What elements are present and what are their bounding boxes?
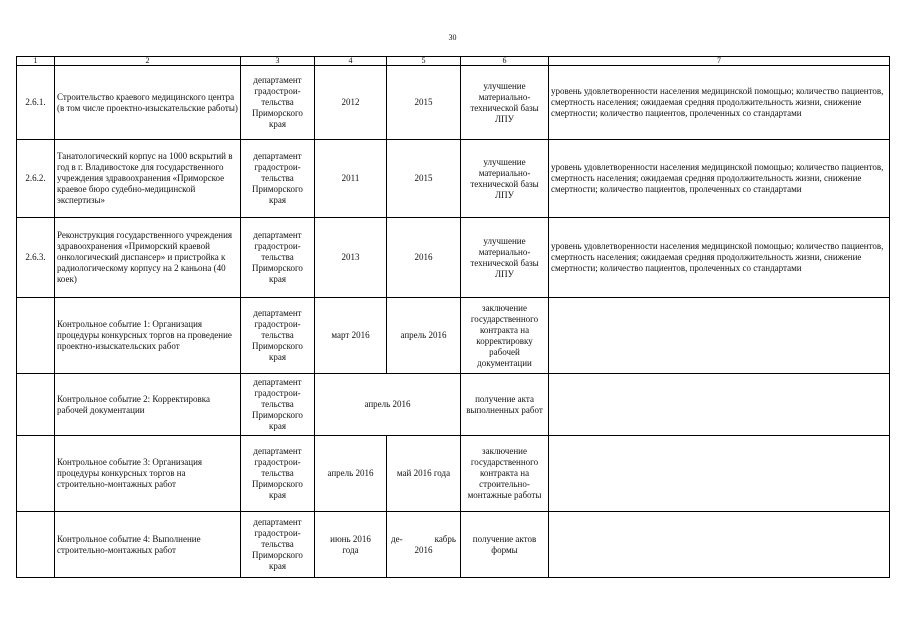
event-date: апрель 2016 bbox=[315, 374, 461, 436]
start-date: март 2016 bbox=[315, 298, 387, 374]
result-cell: заключение государственного контракта на строительно- монтажные работы bbox=[461, 436, 549, 512]
measure-name: Строительство краевого медицинского центра (в том числе проектно-изыскательские работы) bbox=[55, 66, 241, 140]
header-cell: 2 bbox=[55, 57, 241, 66]
event-name: Контрольное событие 2: Корректировка рабочей документации bbox=[55, 374, 241, 436]
plan-table bbox=[16, 56, 890, 578]
empty-cell bbox=[17, 298, 55, 374]
start-year: 2011 bbox=[315, 140, 387, 218]
header-cell: 6 bbox=[461, 57, 549, 66]
result-cell: получение акта выполненных работ bbox=[461, 374, 549, 436]
control-event-row bbox=[17, 436, 890, 512]
end-year: 2016 bbox=[387, 218, 461, 298]
start-year: 2012 bbox=[315, 66, 387, 140]
event-name: Контрольное событие 1: Организация процедуры конкурсных торгов на проведение проектно-изыскательских работ bbox=[55, 298, 241, 374]
result-cell: улучшение материально- технической базы ЛПУ bbox=[461, 140, 549, 218]
end-date: апрель 2016 bbox=[387, 298, 461, 374]
empty-cell bbox=[549, 436, 890, 512]
executor-cell: департамент градострои- тельства Приморского края bbox=[241, 66, 315, 140]
empty-cell bbox=[17, 374, 55, 436]
result-cell: получение актов формы bbox=[461, 512, 549, 578]
result-cell: улучшение материально- технической базы ЛПУ bbox=[461, 218, 549, 298]
empty-cell bbox=[17, 512, 55, 578]
row-number: 2.6.2. bbox=[17, 140, 55, 218]
executor-cell: департамент градострои- тельства Приморского края bbox=[241, 298, 315, 374]
header-cell: 7 bbox=[549, 57, 890, 66]
empty-cell bbox=[17, 436, 55, 512]
empty-cell bbox=[549, 512, 890, 578]
header-cell: 5 bbox=[387, 57, 461, 66]
header-cell: 1 bbox=[17, 57, 55, 66]
header-cell: 4 bbox=[315, 57, 387, 66]
page-number: 30 bbox=[448, 33, 457, 42]
executor-cell: департамент градострои- тельства Приморского края bbox=[241, 512, 315, 578]
event-name: Контрольное событие 3: Организация процедуры конкурсных торгов на строительно-монтажных работ bbox=[55, 436, 241, 512]
executor-cell: департамент градострои- тельства Приморского края bbox=[241, 374, 315, 436]
indicators-cell: уровень удовлетворенности населения медицинской помощью; количество пациентов, смертность населения; ожидаемая средняя продолжительность жизни, снижение смертности; количество пациентов, пролеченных со стандартами bbox=[549, 140, 890, 218]
start-date: июнь 2016 года bbox=[315, 512, 387, 578]
executor-cell: департамент градострои- тельства Приморского края bbox=[241, 436, 315, 512]
executor-cell: департамент градострои- тельства Приморского края bbox=[241, 140, 315, 218]
control-event-row bbox=[17, 298, 890, 374]
result-cell: улучшение материально- технической базы ЛПУ bbox=[461, 66, 549, 140]
table-row bbox=[17, 218, 890, 298]
control-event-row bbox=[17, 512, 890, 578]
indicators-cell: уровень удовлетворенности населения медицинской помощью; количество пациентов, смертность населения; ожидаемая средняя продолжительность жизни, снижение смертности; количество пациентов, пролеченных со стандартами bbox=[549, 218, 890, 298]
indicators-cell: уровень удовлетворенности населения медицинской помощью; количество пациентов, смертность населения; ожидаемая средняя продолжительность жизни, снижение смертности; количество пациентов, пролеченных со стандартами bbox=[549, 66, 890, 140]
row-number: 2.6.3. bbox=[17, 218, 55, 298]
executor-cell: департамент градострои- тельства Приморского края bbox=[241, 218, 315, 298]
end-date: де- кабрь 2016 bbox=[387, 512, 461, 578]
measure-name: Реконструкция государственного учреждения здравоохранения «Приморский краевой онкологический диспансер» и пристройка к радиологическому корпусу на 2 каньона (40 коек) bbox=[55, 218, 241, 298]
header-cell: 3 bbox=[241, 57, 315, 66]
table-row bbox=[17, 66, 890, 140]
start-year: 2013 bbox=[315, 218, 387, 298]
event-name: Контрольное событие 4: Выполнение строительно-монтажных работ bbox=[55, 512, 241, 578]
empty-cell bbox=[549, 374, 890, 436]
control-event-row bbox=[17, 374, 890, 436]
end-date: май 2016 года bbox=[387, 436, 461, 512]
table-row bbox=[17, 140, 890, 218]
empty-cell bbox=[549, 298, 890, 374]
end-year: 2015 bbox=[387, 140, 461, 218]
start-date: апрель 2016 bbox=[315, 436, 387, 512]
result-cell: заключение государственного контракта на корректировку рабочей документации bbox=[461, 298, 549, 374]
end-year: 2015 bbox=[387, 66, 461, 140]
measure-name: Танатологический корпус на 1000 вскрытий в год в г. Владивостоке для государственного учреждения здравоохранения «Приморское краевое бюро судебно-медицинской экспертизы» bbox=[55, 140, 241, 218]
header-row bbox=[17, 57, 890, 66]
row-number: 2.6.1. bbox=[17, 66, 55, 140]
